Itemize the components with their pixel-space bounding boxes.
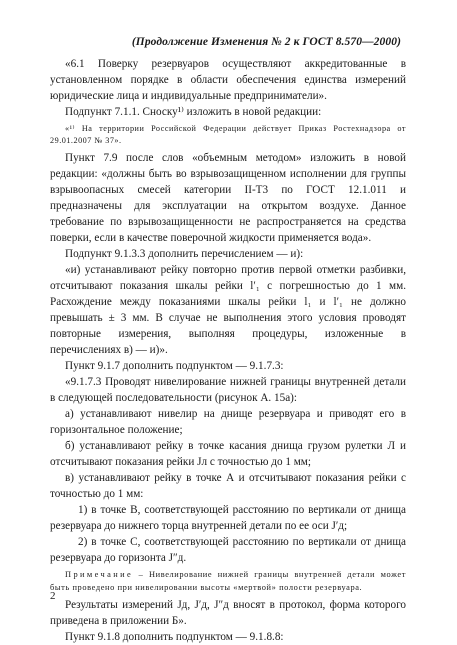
paragraph-footnote-instruction: Подпункт 7.1.1. Сноску¹⁾ изложить в новой редакции: bbox=[65, 106, 322, 118]
paragraph-9-1-7: Пункт 9.1.7 дополнить подпунктом — 9.1.7.3: bbox=[65, 360, 284, 372]
document-body bbox=[50, 56, 406, 645]
list-item-a: а) устанавливают нивелир на днище резервуара и приводят его в горизонтальное положение; bbox=[50, 408, 406, 436]
paragraph-7-9: Пункт 7.9 после слов «объемным методом» изложить в новой редакции: «должны быть во взрывозащищенном исполнении для группы взрывоопасных смесей категории II-Т3 по ГОСТ 12.1.011 и предназначены для эксплуатации на открытом воздухе. Данное требование по взрывозащищенности не распространяется на средства поверки, если в качестве поверочной жидкости применяется вода». bbox=[50, 152, 406, 244]
paragraph-results: Результаты измерений Jд, J′д, J″д вносят в протокол, форма которого приведена в приложении Б». bbox=[50, 599, 406, 627]
paragraph-9-1-8: Пункт 9.1.8 дополнить подпунктом — 9.1.8.8: bbox=[65, 631, 284, 643]
paragraph-9-1-3-3: Подпункт 9.1.3.3 дополнить перечислением — и): bbox=[65, 248, 304, 260]
note-text: – Нивелирование нижней границы внутренней детали может быть проведено при нивелировании высоты «мертвой» полости резервуара. bbox=[50, 570, 406, 592]
note bbox=[50, 569, 406, 594]
sub-item-2: 2) в точке С, соответствующей расстоянию по вертикали от днища резервуара до горизонта J″д. bbox=[50, 536, 406, 564]
paragraph-6-1: «6.1 Поверку резервуаров осуществляют аккредитованные в установленном порядке в области обеспечения единства измерений юридические лица и индивидуальные предприниматели». bbox=[50, 58, 406, 102]
page-number: 2 bbox=[50, 590, 56, 602]
page-header: (Продолжение Изменения № 2 к ГОСТ 8.570—2000) bbox=[131, 36, 401, 48]
paragraph-item-i: «и) устанавливают рейку повторно против первой отметки разбивки, отсчитывают показания шкалы рейки l′₁ с погрешностью до 1 мм. Расхождение между показаниями шкалы рейки l₁ и l′₁ не должно превышать ± 3 мм. В случае не выполнения этого условия проводят повторные измерения, выполняя процедуры, изложенные в перечислениях в) — и)». bbox=[50, 264, 406, 356]
list-item-v: в) устанавливают рейку в точке А и отсчитывают показания рейки с точностью до 1 мм: bbox=[50, 472, 406, 500]
list-item-b: б) устанавливают рейку в точке касания днища грузом рулетки Л и отсчитывают показания рейки Jл с точностью до 1 мм; bbox=[50, 440, 406, 468]
note-label: Примечание bbox=[65, 570, 134, 579]
sub-item-1: 1) в точке В, соответствующей расстоянию по вертикали от днища резервуара до нижнего торца внутренней детали по ее оси J′д; bbox=[50, 504, 406, 532]
footnote-text: «¹⁾ На территории Российской Федерации действует Приказ Ростехнадзора от 29.01.2007 № 37». bbox=[50, 124, 406, 145]
paragraph-9-1-7-3: «9.1.7.3 Проводят нивелирование нижней границы внутренней детали в следующей последовательности (рисунок А. 15а): bbox=[50, 376, 406, 404]
